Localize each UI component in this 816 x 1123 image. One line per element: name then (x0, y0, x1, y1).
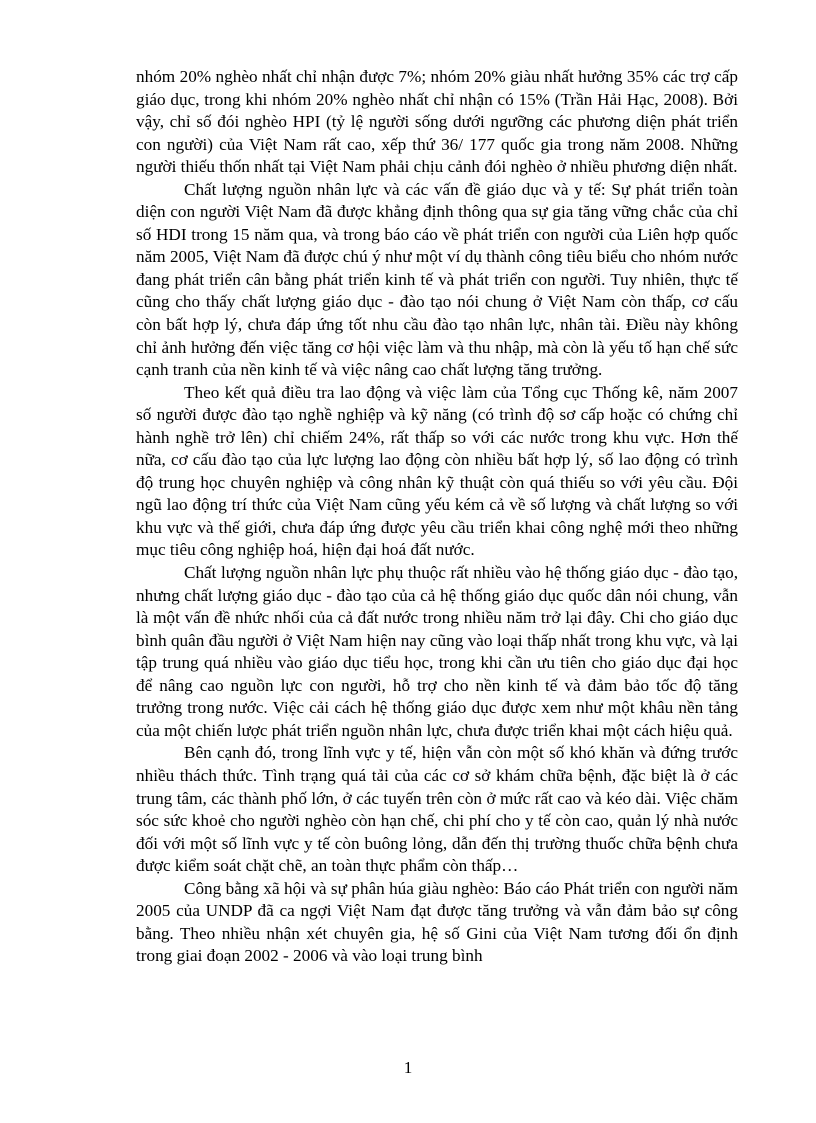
paragraph-6: Công bằng xã hội và sự phân húa giàu nghèo: Báo cáo Phát triển con người năm 2005 của UNDP đã ca ngợi Việt Nam đạt được tăng trưởng và vẫn đảm bảo sự công bằng. Theo nhiều nhận xét chuyên gia, hệ số Gini của Việt Nam tương đối ổn định trong giai đoạn 2002 - 2006 và vào loại trung bình (136, 878, 738, 966)
paragraph-3: Theo kết quả điều tra lao động và việc làm của Tổng cục Thống kê, năm 2007 số người được đào tạo nghề nghiệp và kỹ năng (có trình độ sơ cấp hoặc có chứng chỉ hành nghề trở lên) chỉ chiếm 24%, rất thấp so với các nước trong khu vực. Hơn thế nữa, cơ cấu đào tạo của lực lượng lao động còn nhiều bất hợp lý, số lao động có trình độ trung học chuyên nghiệp và công nhân kỹ thuật còn quá thiếu so với yêu cầu. Đội ngũ lao động trí thức của Việt Nam cũng yếu kém cả về số lượng và chất lượng so với khu vực và thế giới, chưa đáp ứng được yêu cầu triển khai công nghệ mới theo những mục tiêu công nghiệp hoá, hiện đại hoá đất nước. (136, 382, 738, 560)
page-number: 1 (403, 1058, 413, 1077)
paragraph-4: Chất lượng nguồn nhân lực phụ thuộc rất nhiều vào hệ thống giáo dục - đào tạo, nhưng chất lượng giáo dục - đào tạo của cả hệ thống giáo dục quốc dân nói chung, vẫn là một vấn đề nhức nhối của cả đất nước trong nhiều năm trở lại đây. Chi cho giáo dục bình quân đầu người ở Việt Nam hiện nay cũng vào loại thấp nhất trong khu vực, và lại tập trung quá nhiều vào giáo dục tiểu học, trong khi cần ưu tiên cho giáo dục đại học để nâng cao nguồn lực con người, hỗ trợ cho nền kinh tế và đảm bảo tốc độ tăng trưởng trong nước. Việc cải cách hệ thống giáo dục được xem như một khâu nền tảng của một chiến lược phát triển nguồn nhân lực, chưa được triển khai một cách hiệu quả. (136, 563, 738, 740)
paragraph-2: Chất lượng nguồn nhân lực và các vấn đề giáo dục và y tế: Sự phát triển toàn diện con người Việt Nam đã được khẳng định thông qua sự gia tăng vững chắc của chỉ số HDI trong 15 năm qua, và trong báo cáo về phát triển con người của Liên hợp quốc năm 2005, Việt Nam đã được chú ý như một ví dụ thành công tiêu biểu cho nhóm nước đang phát triển cân bằng phát triển kinh tế và phát triển con người. Tuy nhiên, thực tế cũng cho thấy chất lượng giáo dục - đào tạo nói chung ở Việt Nam còn thấp, cơ cấu còn bất hợp lý, chưa đáp ứng tốt nhu cầu đào tạo nhân lực, nhân tài. Điều này không chỉ ảnh hưởng đến việc tăng cơ hội việc làm và thu nhập, mà còn là yếu tố hạn chế sức cạnh tranh của nền kinh tế và việc nâng cao chất lượng tăng trưởng. (136, 179, 738, 380)
paragraph-5: Bên cạnh đó, trong lĩnh vực y tế, hiện vẫn còn một số khó khăn và đứng trước nhiều thách thức. Tình trạng quá tải của các cơ sở khám chữa bệnh, đặc biệt là ở các trung tâm, các thành phố lớn, ở các tuyến trên còn ở mức rất cao và kéo dài. Việc chăm sóc sức khoẻ cho người nghèo còn hạn chế, chi phí cho y tế còn cao, quản lý nhà nước đối với một số lĩnh vực y tế còn buông lỏng, dẫn đến thị trường thuốc chữa bệnh chưa được kiểm soát chặt chẽ, an toàn thực phẩm còn thấp… (136, 743, 738, 876)
document-body (136, 66, 738, 968)
paragraph-1: nhóm 20% nghèo nhất chỉ nhận được 7%; nhóm 20% giàu nhất hưởng 35% các trợ cấp giáo dục, trong khi nhóm 20% nghèo nhất chỉ nhận có 15% (Trần Hải Hạc, 2008). Bởi vậy, chỉ số đói nghèo HPI (tỷ lệ người sống dưới ngưỡng các phương diện phát triển con người) của Việt Nam rất cao, xếp thứ 36/ 177 quốc gia trong năm 2008. Những người thiếu thốn nhất tại Việt Nam phải chịu cảnh đói nghèo ở nhiều phương diện nhất. (136, 67, 738, 177)
